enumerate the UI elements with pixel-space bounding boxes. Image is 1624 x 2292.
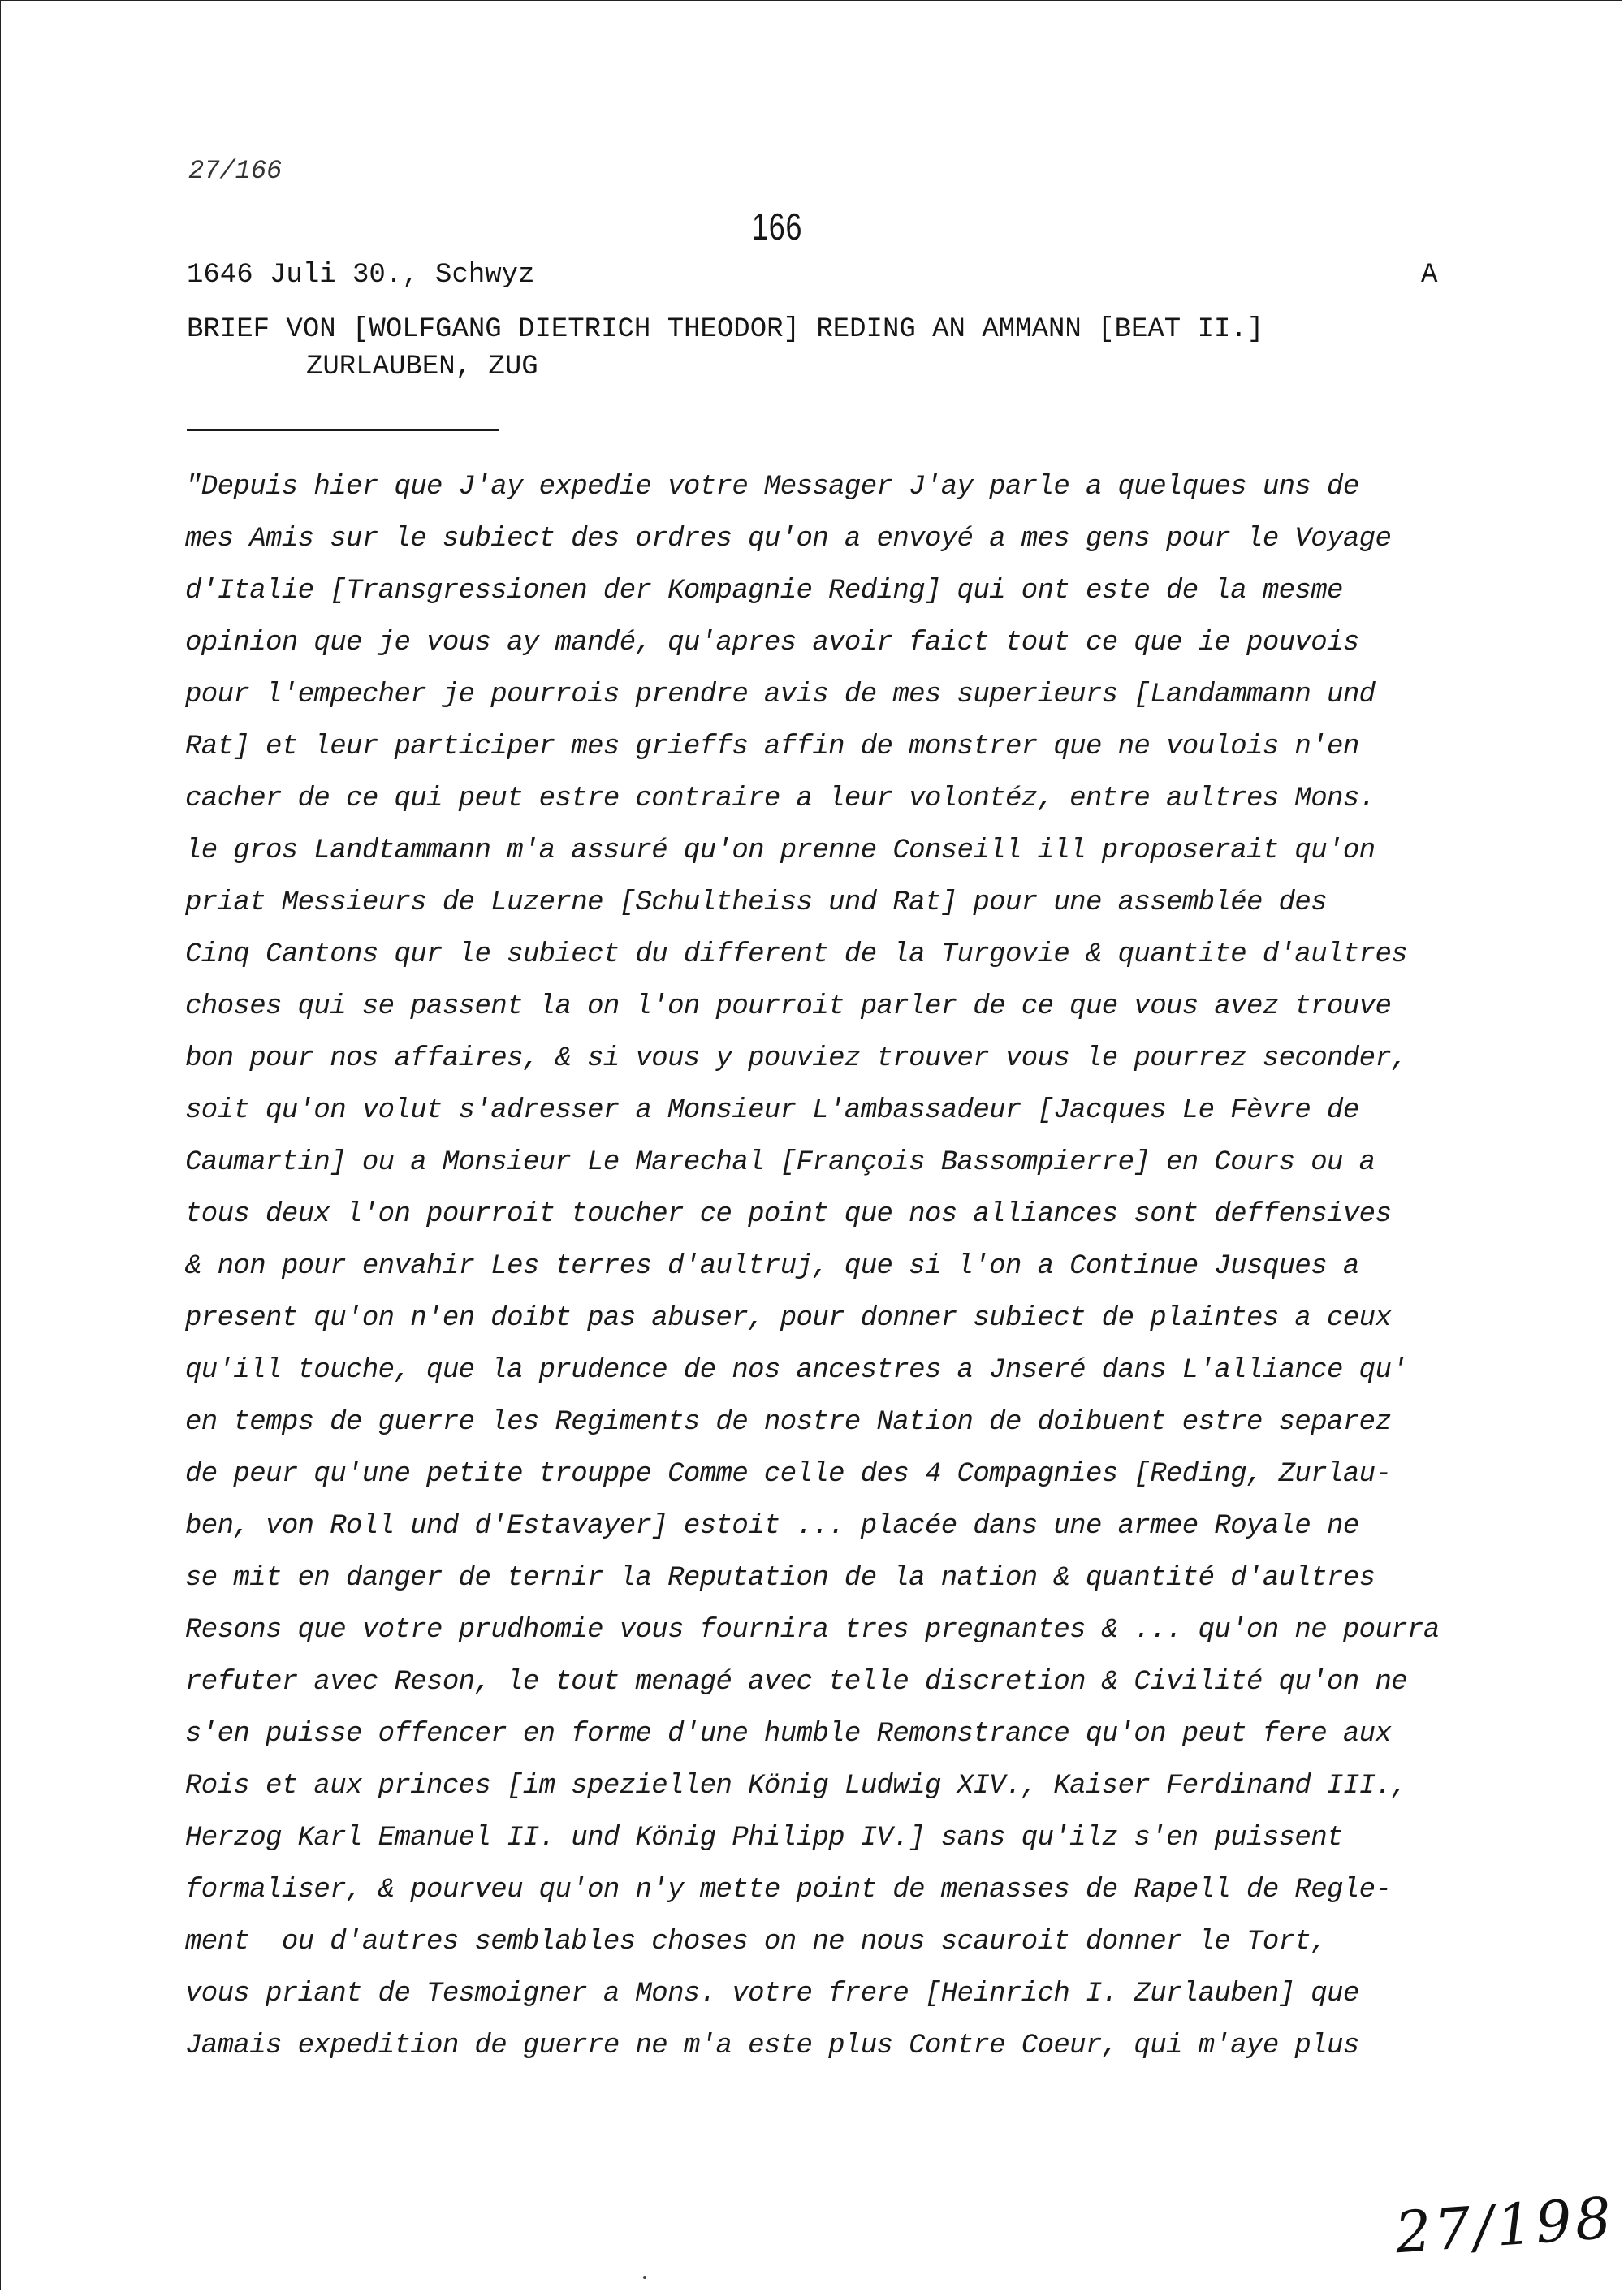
variant-marker: A: [1421, 260, 1438, 291]
body-line: & non pour envahir Les terres d'aultruj, que si l'on a Continue Jusques a: [185, 1251, 1359, 1282]
handwritten-reference: 27/198: [1393, 2184, 1617, 2267]
scan-speck: [643, 2276, 646, 2279]
body-line: present qu'on n'en doibt pas abuser, pour donner subiect de plaintes a ceux: [185, 1303, 1392, 1334]
body-line: Rois et aux princes [im speziellen König Ludwig XIV., Kaiser Ferdinand III.,: [185, 1771, 1408, 1802]
body-line: Jamais expedition de guerre ne m'a este plus Contre Coeur, qui m'aye plus: [185, 2031, 1359, 2061]
title-line-2: ZURLAUBEN, ZUG: [306, 352, 538, 382]
document-number: 166: [752, 205, 803, 248]
body-line: pour l'empecher je pourrois prendre avis de mes superieurs [Landammann und: [185, 680, 1376, 710]
body-line: d'Italie [Transgressionen der Kompagnie Reding] qui ont este de la mesme: [185, 576, 1343, 606]
body-line: bon pour nos affaires, & si vous y pouviez trouver vous le pourrez seconder,: [185, 1043, 1408, 1074]
body-line: Caumartin] ou a Monsieur Le Marechal [François Bassompierre] en Cours ou a: [185, 1147, 1376, 1178]
body-line: refuter avec Reson, le tout menagé avec telle discretion & Civilité qu'on ne: [185, 1667, 1408, 1698]
body-line: cacher de ce qui peut estre contraire a leur volontéz, entre aultres Mons.: [185, 783, 1376, 814]
body-line: en temps de guerre les Regiments de nostre Nation de doibuent estre separez: [185, 1407, 1392, 1438]
letter-title: [187, 311, 1470, 386]
body-line: formaliser, & pourveu qu'on n'y mette point de menasses de Rapell de Regle-: [185, 1875, 1392, 1906]
body-line: s'en puisse offencer en forme d'une humble Remonstrance qu'on peut fere aux: [185, 1719, 1392, 1750]
body-line: Resons que votre prudhomie vous fournira tres pregnantes & ... qu'on ne pourra: [185, 1615, 1440, 1646]
body-line: vous priant de Tesmoigner a Mons. votre frere [Heinrich I. Zurlauben] que: [185, 1979, 1359, 2009]
title-line-1: BRIEF VON [WOLFGANG DIETRICH THEODOR] REDING AN AMMANN [BEAT II.]: [187, 314, 1264, 345]
body-line: ment ou d'autres semblables choses on ne nous scauroit donner le Tort,: [185, 1927, 1328, 1957]
body-line: le gros Landtammann m'a assuré qu'on prenne Conseill ill proposerait qu'on: [185, 835, 1376, 866]
body-line: choses qui se passent la on l'on pourroit parler de ce que vous avez trouve: [185, 991, 1392, 1022]
body-line: se mit en danger de ternir la Reputation de la nation & quantité d'aultres: [185, 1563, 1376, 1594]
body-line: opinion que je vous ay mandé, qu'apres avoir faict tout ce que ie pouvois: [185, 628, 1359, 658]
date-place: 1646 Juli 30., Schwyz: [187, 260, 535, 291]
body-line: qu'ill touche, que la prudence de nos ancestres a Jnseré dans L'alliance qu': [185, 1355, 1408, 1386]
body-line: "Depuis hier que J'ay expedie votre Messager J'ay parle a quelques uns de: [185, 472, 1359, 503]
separator-rule: [187, 429, 499, 431]
body-line: priat Messieurs de Luzerne [Schultheiss und Rat] pour une assemblée des: [185, 887, 1328, 918]
body-line: Cinq Cantons qur le subiect du different de la Turgovie & quantite d'aultres: [185, 939, 1408, 970]
body-line: ben, von Roll und d'Estavayer] estoit ... placée dans une armee Royale ne: [185, 1511, 1359, 1542]
body-line: mes Amis sur le subiect des ordres qu'on a envoyé a mes gens pour le Voyage: [185, 524, 1392, 555]
archive-reference: 27/166: [188, 156, 283, 186]
letter-body: [185, 461, 1468, 2072]
body-line: soit qu'on volut s'adresser a Monsieur L'ambassadeur [Jacques Le Fèvre de: [185, 1095, 1359, 1126]
body-line: Herzog Karl Emanuel II. und König Philipp IV.] sans qu'ilz s'en puissent: [185, 1823, 1343, 1854]
body-line: tous deux l'on pourroit toucher ce point que nos alliances sont deffensives: [185, 1199, 1392, 1230]
body-line: de peur qu'une petite trouppe Comme celle des 4 Compagnies [Reding, Zurlau-: [185, 1459, 1392, 1490]
body-line: Rat] et leur participer mes grieffs affin de monstrer que ne voulois n'en: [185, 732, 1359, 762]
